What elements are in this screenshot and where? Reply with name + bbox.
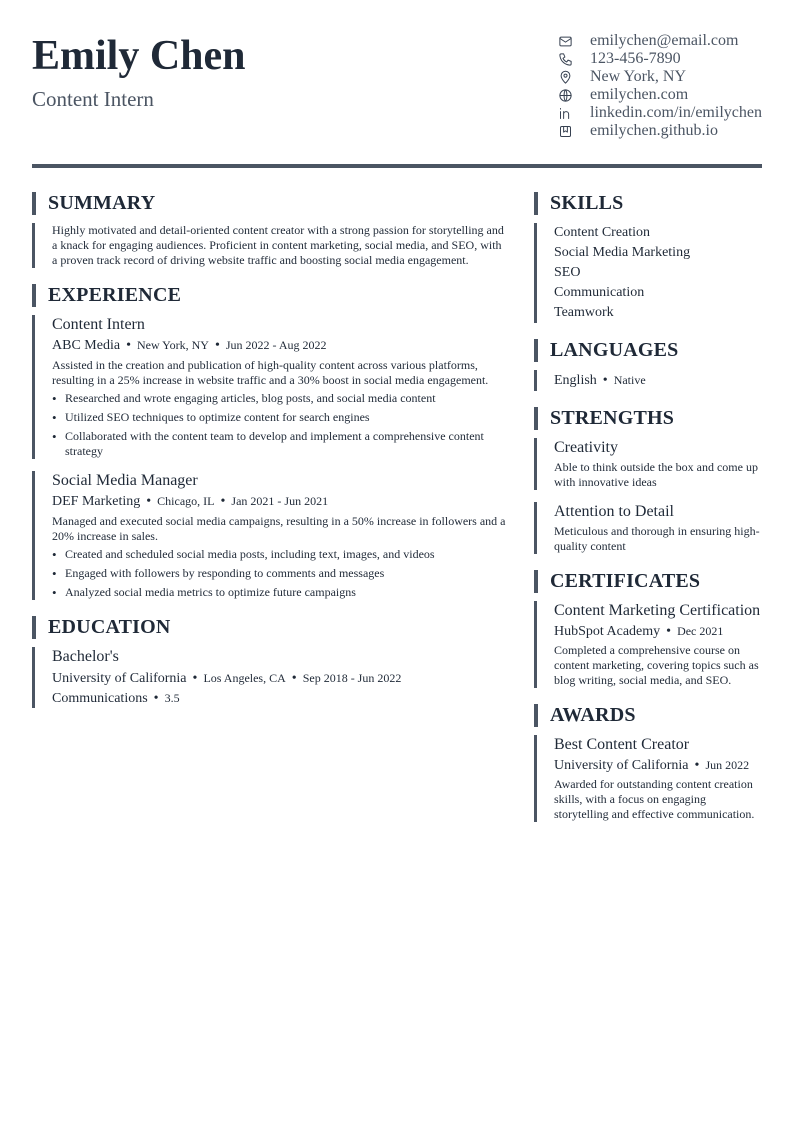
strength-title: Attention to Detail bbox=[554, 503, 674, 520]
job-bullet: • Collaborated with the content team to develop and implement a comprehensive content strategy bbox=[52, 429, 508, 459]
certificate-item bbox=[534, 601, 762, 688]
resume-page bbox=[32, 0, 762, 821]
education-heading: EDUCATION bbox=[32, 616, 508, 639]
education-field: Communications bbox=[52, 691, 148, 706]
certificate-date: Dec 2021 bbox=[677, 624, 724, 638]
languages-block bbox=[534, 370, 762, 391]
award-date: Jun 2022 bbox=[705, 758, 750, 772]
job-dates: Jan 2021 - Jun 2021 bbox=[231, 494, 329, 508]
job-bullet: • Researched and wrote engaging articles, blog posts, and social media content bbox=[52, 391, 508, 406]
education-gpa: 3.5 bbox=[164, 691, 180, 705]
contact-list bbox=[556, 32, 776, 140]
language-level: Native bbox=[613, 373, 646, 387]
awards-heading: AWARDS bbox=[534, 704, 762, 727]
experience-item bbox=[32, 471, 508, 600]
award-issuer: University of California bbox=[554, 758, 689, 773]
certificate-description: Completed a comprehensive course on content marketing, covering topics such as blog writing, social media, and SEO. bbox=[554, 643, 759, 687]
certificate-title: Content Marketing Certification bbox=[554, 602, 761, 619]
award-meta: University of California • Jun 2022 bbox=[554, 758, 750, 773]
contact-website[interactable] bbox=[556, 86, 776, 104]
job-bullet: • Analyzed social media metrics to optimize future campaigns bbox=[52, 585, 508, 600]
education-degree: Bachelor's bbox=[52, 648, 119, 665]
contact-phone-text: 123-456-7890 bbox=[590, 50, 681, 67]
education-field-row: Communications • 3.5 bbox=[52, 691, 180, 706]
skill-item: SEO bbox=[554, 265, 581, 280]
strength-item bbox=[534, 502, 762, 554]
candidate-title: Content Intern bbox=[32, 87, 154, 111]
education-school: University of California bbox=[52, 671, 187, 686]
contact-location bbox=[556, 68, 776, 86]
job-bullets bbox=[52, 391, 508, 459]
certificate-meta: HubSpot Academy • Dec 2021 bbox=[554, 624, 724, 639]
globe-icon bbox=[556, 86, 574, 104]
job-description: Assisted in the creation and publication of high-quality content across various platforms, resulting in a 25% increase in website traffic and a 30% boost in social media engagement. bbox=[52, 358, 489, 387]
summary-heading: SUMMARY bbox=[32, 192, 508, 215]
strength-item bbox=[534, 438, 762, 490]
github-icon bbox=[556, 122, 574, 140]
right-column bbox=[534, 192, 762, 822]
job-location: Chicago, IL bbox=[157, 494, 215, 508]
skill-item: Communication bbox=[554, 285, 645, 300]
job-title: Content Intern bbox=[52, 316, 145, 333]
location-pin-icon bbox=[556, 68, 574, 86]
certificate-issuer: HubSpot Academy bbox=[554, 624, 661, 639]
left-column bbox=[32, 192, 508, 708]
contact-linkedin-text: linkedin.com/in/emilychen bbox=[590, 104, 762, 121]
strengths-heading: STRENGTHS bbox=[534, 407, 762, 430]
job-meta: ABC Media • New York, NY • Jun 2022 - Aug 2022 bbox=[52, 338, 327, 353]
education-location: Los Angeles, CA bbox=[203, 671, 286, 685]
job-bullet: • Created and scheduled social media posts, including text, images, and videos bbox=[52, 547, 508, 562]
strength-description: Able to think outside the box and come up with innovative ideas bbox=[554, 460, 758, 489]
job-description: Managed and executed social media campaigns, resulting in a 50% increase in followers and a 20% increase in sales. bbox=[52, 514, 506, 543]
experience-heading: EXPERIENCE bbox=[32, 284, 508, 307]
job-company: DEF Marketing bbox=[52, 494, 141, 509]
strength-title: Creativity bbox=[554, 439, 618, 456]
skill-item: Social Media Marketing bbox=[554, 245, 691, 260]
experience-item bbox=[32, 315, 508, 459]
contact-website-text: emilychen.com bbox=[590, 86, 689, 103]
skills-heading: SKILLS bbox=[534, 192, 762, 215]
skill-item: Teamwork bbox=[554, 305, 614, 320]
contact-location-text: New York, NY bbox=[590, 68, 687, 85]
contact-phone[interactable] bbox=[556, 50, 776, 68]
job-bullets bbox=[52, 547, 508, 600]
contact-github[interactable] bbox=[556, 122, 776, 140]
job-meta: DEF Marketing • Chicago, IL • Jan 2021 - Jun 2021 bbox=[52, 494, 329, 509]
summary-block bbox=[32, 223, 508, 268]
job-title: Social Media Manager bbox=[52, 472, 198, 489]
resume-header bbox=[32, 0, 762, 166]
header-divider bbox=[32, 164, 762, 168]
phone-icon bbox=[556, 50, 574, 68]
certificates-heading: CERTIFICATES bbox=[534, 570, 762, 593]
summary-text: Highly motivated and detail-oriented content creator with a strong passion for storytelling and a knack for engaging audiences. Proficient in content marketing, social media, and SEO, with a proven track record of driving website traffic and boosting social media engagement. bbox=[52, 223, 504, 267]
candidate-name: Emily Chen bbox=[32, 33, 246, 79]
award-description: Awarded for outstanding content creation skills, with a focus on engaging storytelling and effective communication. bbox=[554, 777, 755, 821]
language-name: English bbox=[554, 373, 597, 388]
job-location: New York, NY bbox=[136, 338, 209, 352]
contact-email-text: emilychen@email.com bbox=[590, 32, 739, 49]
job-bullet: • Engaged with followers by responding to comments and messages bbox=[52, 566, 508, 581]
languages-heading: LANGUAGES bbox=[534, 339, 762, 362]
job-bullet: • Utilized SEO techniques to optimize content for search engines bbox=[52, 410, 508, 425]
strength-description: Meticulous and thorough in ensuring high-quality content bbox=[554, 524, 760, 553]
contact-email[interactable] bbox=[556, 32, 776, 50]
skills-block bbox=[534, 223, 762, 323]
contact-github-text: emilychen.github.io bbox=[590, 122, 718, 139]
award-title: Best Content Creator bbox=[554, 736, 690, 753]
education-item bbox=[32, 647, 508, 708]
education-dates: Sep 2018 - Jun 2022 bbox=[302, 671, 402, 685]
education-meta: University of California • Los Angeles, CA • Sep 2018 - Jun 2022 bbox=[52, 671, 402, 686]
linkedin-icon bbox=[556, 104, 574, 122]
job-dates: Jun 2022 - Aug 2022 bbox=[225, 338, 327, 352]
language-item: English • Native bbox=[554, 373, 646, 388]
skill-item: Content Creation bbox=[554, 225, 651, 240]
envelope-icon bbox=[556, 32, 574, 50]
contact-linkedin[interactable] bbox=[556, 104, 776, 122]
award-item bbox=[534, 735, 762, 822]
job-company: ABC Media bbox=[52, 338, 121, 353]
